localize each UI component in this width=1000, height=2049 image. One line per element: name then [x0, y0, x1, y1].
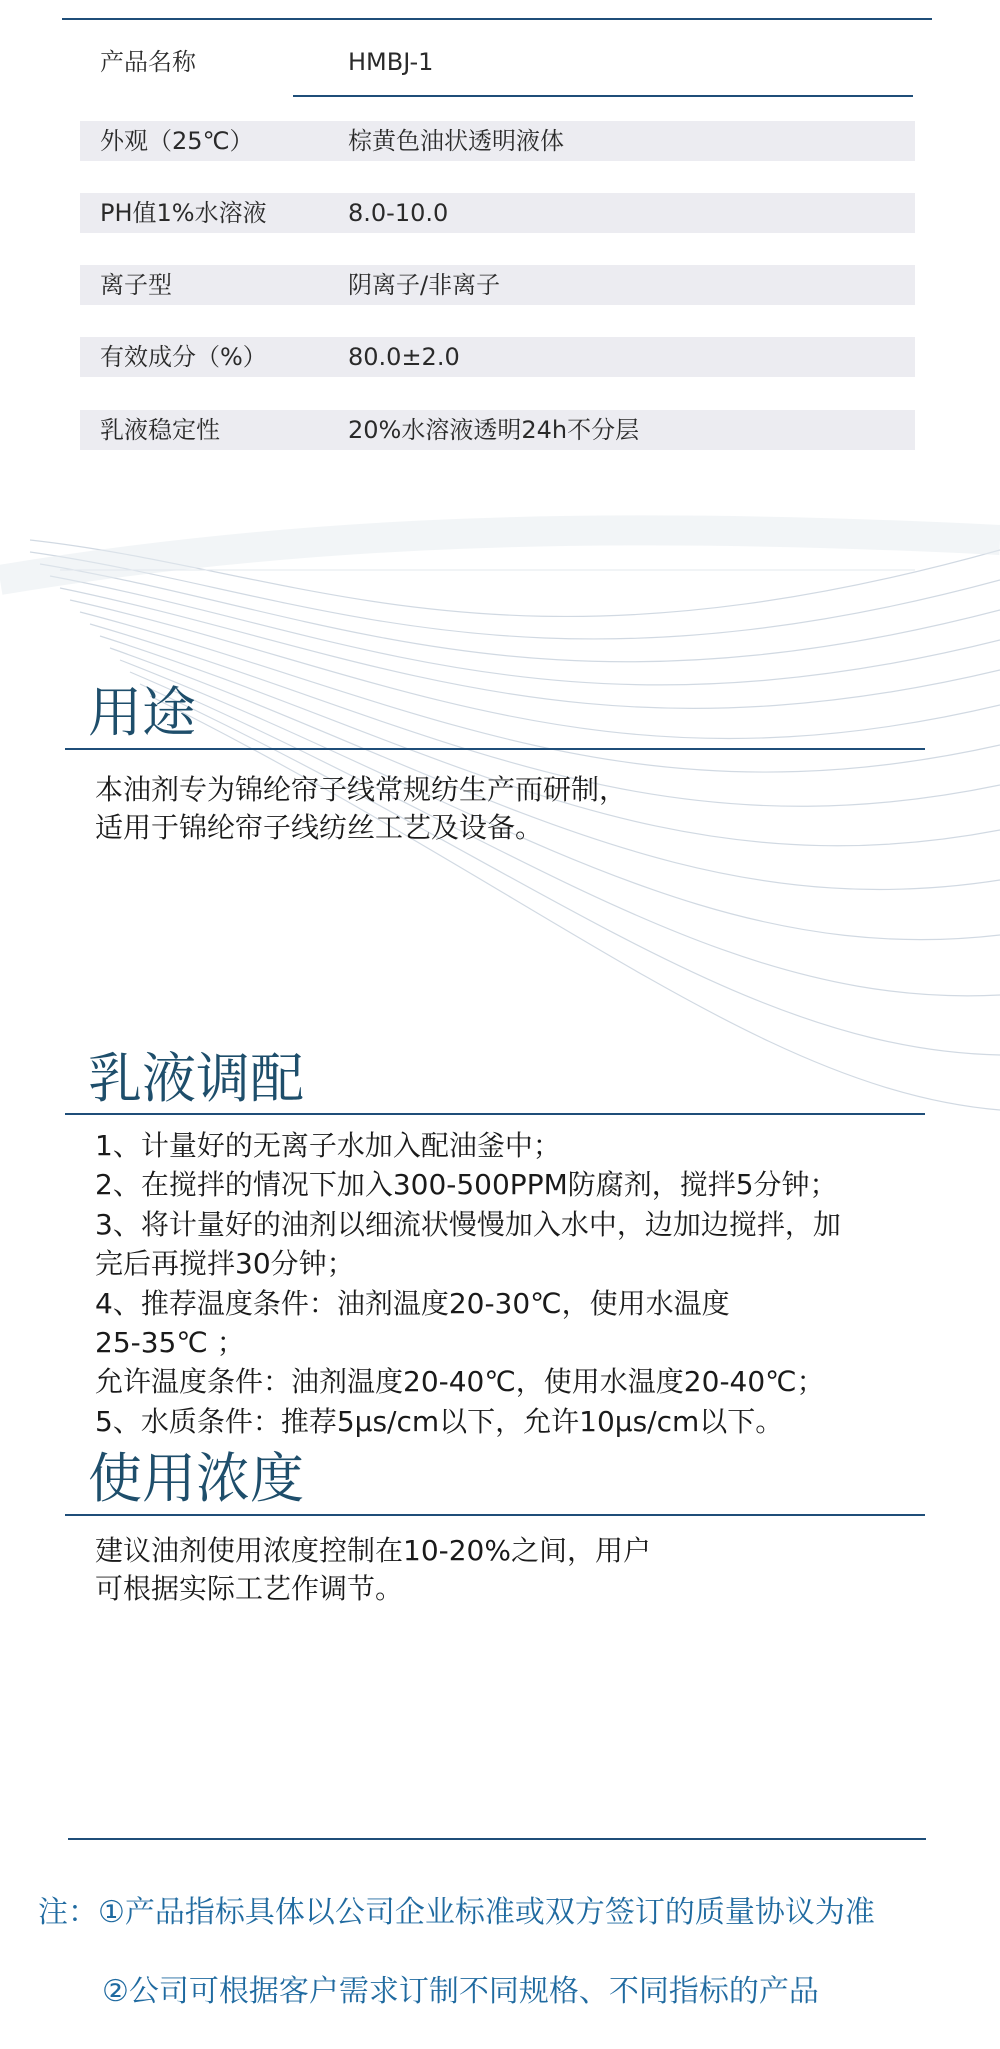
- spec-value: 阴离子/非离子: [348, 271, 501, 299]
- emulsion-line: 5、水质条件：推荐5μs/cm以下，允许10μs/cm以下。: [95, 1404, 784, 1438]
- emulsion-line: 4、推荐温度条件：油剂温度20-30℃，使用水温度: [95, 1286, 730, 1320]
- product-name-underline: [293, 95, 913, 97]
- top-rule: [62, 18, 932, 20]
- spec-label: 有效成分（%）: [100, 343, 267, 371]
- spec-value: 80.0±2.0: [348, 343, 460, 371]
- footer-rule: [68, 1838, 926, 1840]
- emulsion-title: 乳液调配: [88, 1047, 304, 1110]
- emulsion-line: 25-35℃ ；: [95, 1326, 245, 1360]
- spec-value: HMBJ-1: [348, 48, 434, 76]
- usage-rule: [65, 748, 925, 750]
- spec-label: PH值1%水溶液: [100, 199, 267, 227]
- note-line-1: 注：①产品指标具体以公司企业标准或双方签订的质量协议为准: [38, 1895, 875, 1930]
- note-line-2: ②公司可根据客户需求订制不同规格、不同指标的产品: [102, 1974, 819, 2009]
- spec-label: 外观（25℃）: [100, 127, 254, 155]
- emulsion-rule: [65, 1113, 925, 1115]
- usage-text: [95, 771, 627, 847]
- spec-row-ph: [80, 193, 915, 233]
- spec-value: 棕黄色油状透明液体: [348, 127, 564, 155]
- emulsion-line: 允许温度条件：油剂温度20-40℃，使用水温度20-40℃；: [95, 1365, 825, 1399]
- spec-row-product-name: [80, 42, 915, 82]
- emulsion-steps: [95, 1126, 841, 1441]
- spec-label: 产品名称: [100, 48, 196, 76]
- spec-row-active-content: [80, 337, 915, 377]
- emulsion-line: 完后再搅拌30分钟；: [95, 1247, 355, 1281]
- concentration-line: 建议油剂使用浓度控制在10-20%之间，用户: [95, 1534, 651, 1567]
- emulsion-line: 3、将计量好的油剂以细流状慢慢加入水中，边加边搅拌，加: [95, 1207, 841, 1241]
- spec-row-emulsion-stability: [80, 410, 915, 450]
- spec-value: 8.0-10.0: [348, 199, 449, 227]
- usage-line: 适用于锦纶帘子线纺丝工艺及设备。: [95, 811, 544, 844]
- usage-line: 本油剂专为锦纶帘子线常规纺生产而研制，: [95, 773, 628, 806]
- spec-label: 离子型: [100, 271, 172, 299]
- concentration-text: [95, 1532, 651, 1608]
- usage-title: 用途: [88, 681, 196, 744]
- spec-label: 乳液稳定性: [100, 416, 220, 444]
- concentration-title: 使用浓度: [88, 1447, 304, 1510]
- concentration-line: 可根据实际工艺作调节。: [95, 1572, 404, 1605]
- spec-row-ionic-type: [80, 265, 915, 305]
- concentration-rule: [65, 1514, 925, 1516]
- spec-value: 20%水溶液透明24h不分层: [348, 416, 640, 444]
- emulsion-line: 1、计量好的无离子水加入配油釜中；: [95, 1129, 561, 1162]
- spec-row-appearance: [80, 121, 915, 161]
- emulsion-line: 2、在搅拌的情况下加入300-500PPM防腐剂，搅拌5分钟；: [95, 1168, 838, 1202]
